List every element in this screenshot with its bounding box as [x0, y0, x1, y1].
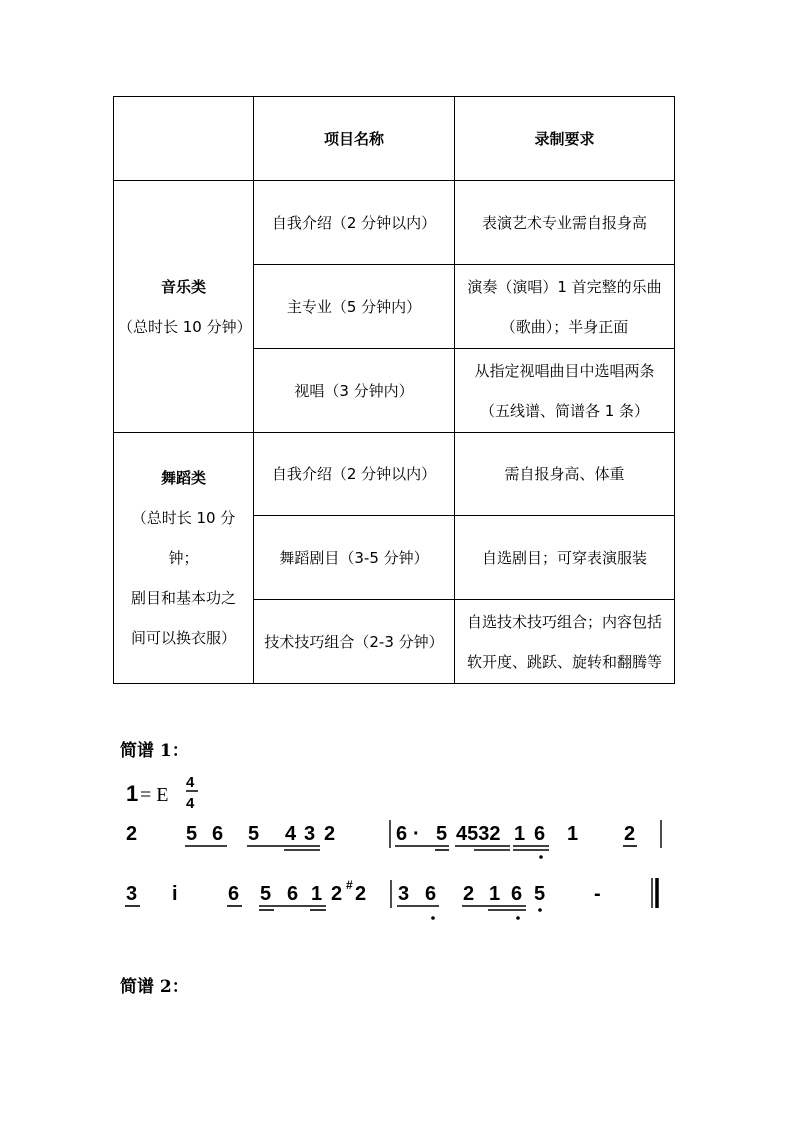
- requirement-cell: 从指定视唱曲目中选唱两条 （五线谱、简谱各 1 条）: [455, 349, 675, 433]
- note: 2: [324, 823, 336, 845]
- note: 3: [304, 823, 316, 845]
- note-group: 4532: [456, 823, 501, 845]
- item-name-cell: 技术技巧组合（2-3 分钟）: [254, 600, 455, 684]
- note: 5: [534, 883, 546, 905]
- time-signature-top: 4: [186, 774, 195, 791]
- note: 1: [567, 823, 579, 845]
- note: 4: [285, 823, 297, 845]
- score-1-title: 简谱 1：: [120, 741, 189, 761]
- sharp-sign: #: [346, 878, 353, 892]
- note: 6: [511, 883, 523, 905]
- requirement-cell: 自选技术技巧组合；内容包括 软开度、跳跃、旋转和翻腾等: [455, 600, 675, 684]
- note: 2: [355, 883, 367, 905]
- note: 6: [228, 883, 240, 905]
- dash-extension: -: [594, 883, 601, 905]
- low-octave-dot: [538, 908, 542, 912]
- item-name-cell: 舞蹈剧目（3-5 分钟）: [254, 516, 455, 600]
- note: 2: [463, 883, 475, 905]
- score-line-1: [126, 823, 635, 845]
- low-octave-dot: [539, 855, 543, 859]
- category-music-label: 音乐类: [160, 277, 206, 296]
- header-requirements: 录制要求: [455, 97, 675, 181]
- low-octave-dot: [516, 916, 520, 920]
- header-item-name: 项目名称: [254, 97, 455, 181]
- note: 5: [260, 883, 272, 905]
- note: 1: [489, 883, 501, 905]
- note: 3: [398, 883, 410, 905]
- note: 6: [534, 823, 546, 845]
- category-dance-label: 舞蹈类: [160, 469, 206, 487]
- requirement-cell: 表演艺术专业需自报身高: [455, 181, 675, 265]
- category-dance: 舞蹈类 （总时长 10 分钟； 剧目和基本功之 间可以换衣服）: [114, 433, 254, 684]
- requirement-cell: 演奏（演唱）1 首完整的乐曲 （歌曲）；半身正面: [455, 265, 675, 349]
- note: 2: [624, 823, 636, 845]
- note: 6: [287, 883, 299, 905]
- note: 5: [186, 823, 198, 845]
- score-2-title: 简谱 2：: [120, 977, 189, 997]
- low-octave-dot: [431, 916, 435, 920]
- note: 1: [311, 883, 323, 905]
- item-name-cell: 主专业（5 分钟内）: [254, 265, 455, 349]
- key-signature: = E: [140, 784, 169, 806]
- note: 6: [212, 823, 224, 845]
- note: 5: [436, 823, 448, 845]
- score-line-2: [126, 878, 601, 905]
- time-signature-bottom: 4: [186, 795, 195, 812]
- note: 6: [396, 823, 408, 845]
- note: 3: [126, 883, 138, 905]
- note: 1: [514, 823, 526, 845]
- note: 6: [425, 883, 437, 905]
- key-tonic: 1: [126, 781, 139, 806]
- beams-line-2: [125, 878, 657, 910]
- item-name-cell: 自我介绍（2 分钟以内）: [254, 433, 455, 516]
- item-name-cell: 自我介绍（2 分钟以内）: [254, 181, 455, 265]
- dot-extension: ·: [413, 823, 420, 845]
- note: 2: [331, 883, 343, 905]
- requirement-cell: 需自报身高、体重: [455, 433, 675, 516]
- category-music-note: （总时长 10 分钟）: [118, 317, 252, 336]
- requirement-cell: 自选剧目；可穿表演服装: [455, 516, 675, 600]
- item-name-cell: 视唱（3 分钟内）: [254, 349, 455, 433]
- note: 2: [126, 823, 138, 845]
- note: 5: [248, 823, 260, 845]
- note: i: [172, 883, 178, 905]
